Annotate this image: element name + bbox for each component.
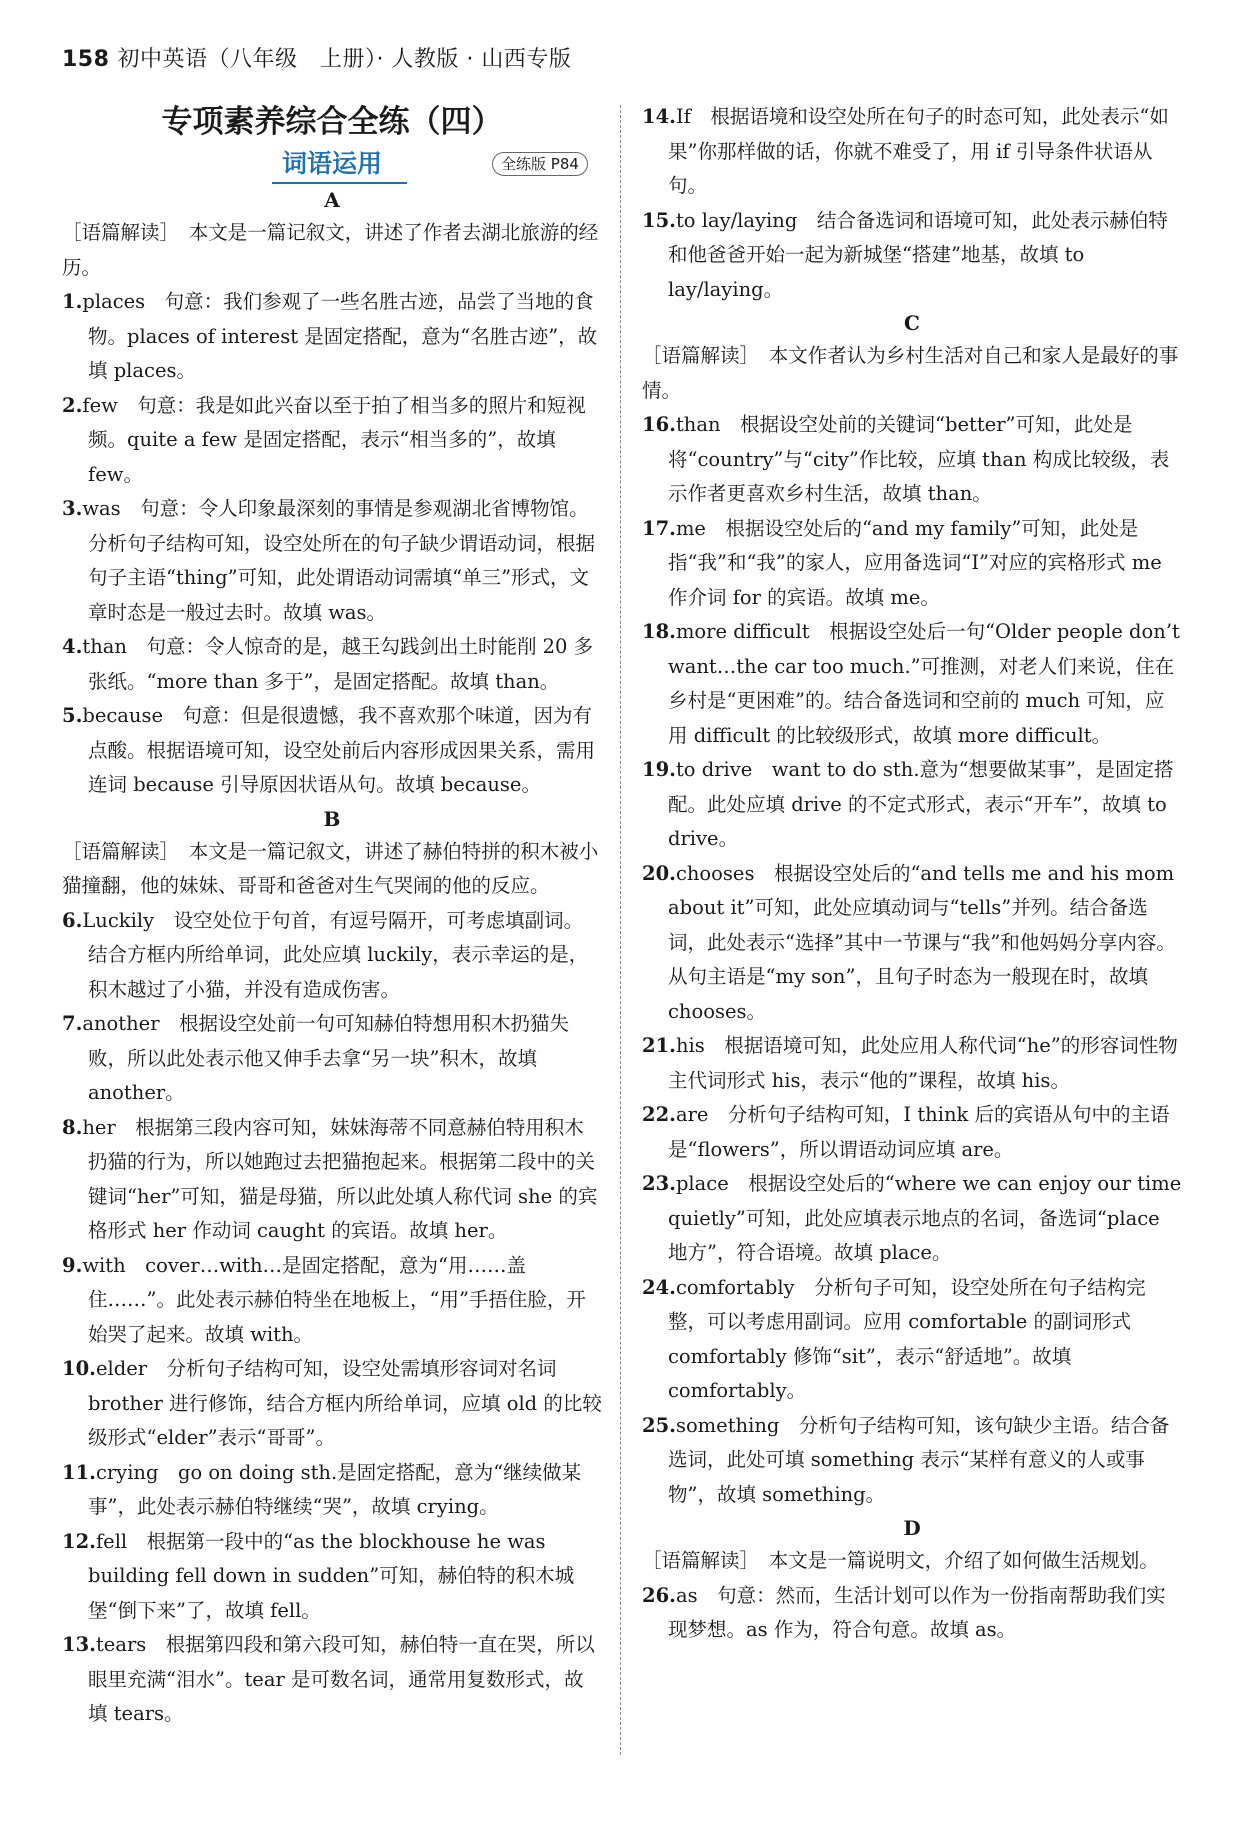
- item-number: 24.: [642, 1275, 676, 1299]
- answer-item: [62, 1249, 602, 1353]
- item-number: 3.: [62, 497, 83, 520]
- answer-item: [642, 1029, 1182, 1098]
- subtitle-row: [62, 146, 602, 184]
- answer-item: [62, 1456, 602, 1525]
- section-letter: A: [324, 188, 340, 212]
- book-title: 初中英语（八年级 上册）· 人教版 · 山西专版: [117, 47, 572, 72]
- item-number: 12.: [62, 1529, 96, 1553]
- item-text: with cover…with…是固定搭配，意为“用……盖住……”。此处表示赫伯特坐在地板上，“用”手捂住脸，开始哭了起来。故填 with。: [82, 1253, 586, 1346]
- right-column: [642, 100, 1182, 1648]
- item-text: than 根据设空处前的关键词“better”可知，此处是将“country”与“city”作比较，应填 than 构成比较级，表示作者更喜欢乡村生活，故填 than。: [668, 413, 1170, 505]
- reading-note: ［语篇解读］ 本文是一篇记叙文，讲述了赫伯特拼的积木被小猫撞翻，他的妹妹、哥哥和爸爸对生气哭闹的他的反应。: [62, 839, 599, 897]
- item-text: as 句意：然而，生活计划可以作为一份指南帮助我们实现梦想。as 作为，符合句意。故填 as。: [668, 1583, 1166, 1641]
- item-text: than 句意：令人惊奇的是，越王勾践剑出土时能削 20 多张纸。“more than 多于”，是固定搭配。故填 than。: [82, 635, 594, 693]
- item-number: 26.: [642, 1583, 676, 1607]
- left-column: [62, 100, 602, 1732]
- reading-note: ［语篇解读］ 本文是一篇记叙文，讲述了作者去湖北旅游的经历。: [62, 221, 599, 279]
- item-number: 11.: [62, 1460, 96, 1484]
- item-number: 14.: [642, 105, 676, 128]
- item-number: 20.: [642, 861, 676, 885]
- item-number: 18.: [642, 620, 676, 643]
- item-text: chooses 根据设空处后的“and tells me and his mom about it”可知，此处应填动词与“tells”并列。结合备选词，此处表示“选择”其中一节课与“我”和他妈妈分享内容。从句主语是“my son”，且句子时态为一般现在时，故填 chooses。: [668, 861, 1176, 1023]
- item-number: 23.: [642, 1172, 676, 1195]
- answer-item: [62, 904, 602, 1008]
- section-letter: C: [904, 311, 920, 335]
- answer-item: [62, 389, 602, 493]
- answer-item: [642, 408, 1182, 512]
- answer-item: [642, 204, 1182, 308]
- item-number: 16.: [642, 413, 676, 436]
- answer-item: [62, 1007, 602, 1111]
- item-number: 6.: [62, 908, 83, 932]
- item-text: more difficult 根据设空处后一句“Older people don’t want…the car too much.”可推测，对老人们来说，住在乡村是“更困难”的。结合备选词和空前的 much 可知，应用 difficult 的比较级形式，故填 more difficult。: [668, 620, 1180, 747]
- answer-item: [642, 1579, 1182, 1648]
- reading-note: ［语篇解读］ 本文作者认为乡村生活对自己和家人是最好的事情。: [642, 344, 1179, 402]
- item-text: place 根据设空处后的“where we can enjoy our time quietly”可知，此处应填表示地点的名词，备选词“place 地方”，符合语境。故填 place。: [668, 1172, 1182, 1264]
- column-divider: [620, 105, 621, 1755]
- item-text: was 句意：令人印象最深刻的事情是参观湖北省博物馆。分析句子结构可知，设空处所在的句子缺少谓语动词，根据句子主语“thing”可知，此处谓语动词需填“单三”形式，文章时态是一般过去时。故填 was。: [82, 497, 596, 624]
- item-number: 5.: [62, 704, 83, 727]
- answer-item: [62, 492, 602, 630]
- reading-note: ［语篇解读］ 本文是一篇说明文，介绍了如何做生活规划。: [642, 1549, 1159, 1572]
- section-letter: D: [903, 1516, 921, 1540]
- item-number: 17.: [642, 516, 676, 540]
- answer-item: [642, 1409, 1182, 1513]
- item-number: 8.: [62, 1115, 83, 1139]
- answer-item: [642, 512, 1182, 616]
- item-text: his 根据语境可知，此处应用人称代词“he”的形容词性物主代词形式 his，表示“他的”课程，故填 his。: [668, 1034, 1178, 1092]
- item-number: 13.: [62, 1633, 96, 1656]
- item-text: something 分析句子结构可知，该句缺少主语。结合备选词，此处可填 something 表示“某样有意义的人或事物”，故填 something。: [668, 1413, 1170, 1506]
- item-number: 9.: [62, 1253, 83, 1277]
- answer-item: [642, 1271, 1182, 1409]
- answer-item: [642, 1098, 1182, 1167]
- item-text: Luckily 设空处位于句首，有逗号隔开，可考虑填副词。结合方框内所给单词，此处应填 luckily，表示幸运的是，积木越过了小猫，并没有造成伤害。: [82, 908, 589, 1001]
- item-number: 10.: [62, 1357, 96, 1380]
- answer-item: [642, 857, 1182, 1030]
- answer-item: [642, 753, 1182, 857]
- main-title: 专项素养综合全练（四）: [161, 104, 503, 140]
- item-text: me 根据设空处后的“and my family”可知，此处是指“我”和“我”的家人，应用备选词“I”对应的宾格形式 me 作介词 for 的宾语。故填 me。: [668, 516, 1162, 609]
- page-header: [62, 42, 571, 73]
- item-text: her 根据第三段内容可知，妹妹海蒂不同意赫伯特用积木扔猫的行为，所以她跑过去把猫抱起来。根据第二段中的关键词“her”可知，猫是母猫，所以此处填人称代词 she 的宾格形式 her 作动词 caught 的宾语。故填 her。: [82, 1115, 598, 1242]
- item-number: 1.: [62, 290, 83, 313]
- item-text: because 句意：但是很遗憾，我不喜欢那个味道，因为有点酸。根据语境可知，设空处前后内容形成因果关系，需用连词 because 引导原因状语从句。故填 because。: [82, 704, 596, 796]
- reference-badge: 全练版 P84: [492, 152, 588, 176]
- answer-item: [642, 615, 1182, 753]
- answer-item: [62, 285, 602, 389]
- subtitle: 词语运用: [282, 149, 383, 178]
- item-text: to lay/laying 结合备选词和语境可知，此处表示赫伯特和他爸爸开始一起为新城堡“搭建”地基，故填 to lay/laying。: [668, 208, 1168, 301]
- answer-item: [62, 1111, 602, 1249]
- item-number: 15.: [642, 208, 676, 232]
- item-text: If 根据语境和设空处所在句子的时态可知，此处表示“如果”你那样做的话，你就不难受了，用 if 引导条件状语从句。: [668, 105, 1169, 197]
- item-text: elder 分析句子结构可知，设空处需填形容词对名词 brother 进行修饰，结合方框内所给单词，应填 old 的比较级形式“elder”表示“哥哥”。: [88, 1357, 602, 1449]
- answer-item: [62, 630, 602, 699]
- item-text: are 分析句子结构可知，I think 后的宾语从句中的主语是“flowers”，所以谓语动词应填 are。: [668, 1103, 1170, 1161]
- item-number: 25.: [642, 1413, 676, 1437]
- section-letter: B: [323, 806, 341, 831]
- item-text: to drive want to do sth.意为“想要做某事”，是固定搭配。此处应填 drive 的不定式形式，表示“开车”，故填 to drive。: [668, 758, 1174, 850]
- answer-item: [642, 100, 1182, 204]
- item-text: few 句意：我是如此兴奋以至于拍了相当多的照片和短视频。quite a few 是固定搭配，表示“相当多的”，故填 few。: [82, 393, 586, 486]
- answer-item: [62, 699, 602, 803]
- item-text: crying go on doing sth.是固定搭配，意为“继续做某事”，此处表示赫伯特继续“哭”，故填 crying。: [88, 1460, 582, 1518]
- item-text: fell 根据第一段中的“as the blockhouse he was building fell down in sudden”可知，赫伯特的积木城堡“倒下来”了，故填 fell。: [88, 1529, 575, 1622]
- item-text: tears 根据第四段和第六段可知，赫伯特一直在哭，所以眼里充满“泪水”。tear 是可数名词，通常用复数形式，故填 tears。: [88, 1633, 595, 1725]
- item-number: 21.: [642, 1034, 676, 1057]
- answer-item: [62, 1628, 602, 1732]
- item-number: 7.: [62, 1012, 83, 1035]
- page-number: 158: [62, 47, 110, 72]
- subtitle-underline: [272, 182, 407, 184]
- item-number: 2.: [62, 393, 83, 417]
- item-text: places 句意：我们参观了一些名胜古迹，品尝了当地的食物。places of interest 是固定搭配，意为“名胜古迹”，故填 places。: [82, 290, 598, 382]
- answer-item: [62, 1525, 602, 1629]
- answer-item: [62, 1352, 602, 1456]
- item-number: 19.: [642, 758, 676, 781]
- answer-item: [642, 1167, 1182, 1271]
- item-number: 4.: [62, 635, 83, 658]
- item-text: another 根据设空处前一句可知赫伯特想用积木扔猫失败，所以此处表示他又伸手去拿“另一块”积木，故填 another。: [82, 1012, 570, 1104]
- item-number: 22.: [642, 1103, 676, 1126]
- item-text: comfortably 分析句子可知，设空处所在句子结构完整，可以考虑用副词。应用 comfortable 的副词形式 comfortably 修饰“sit”，表示“舒适地”。故填 comfortably。: [668, 1275, 1146, 1402]
